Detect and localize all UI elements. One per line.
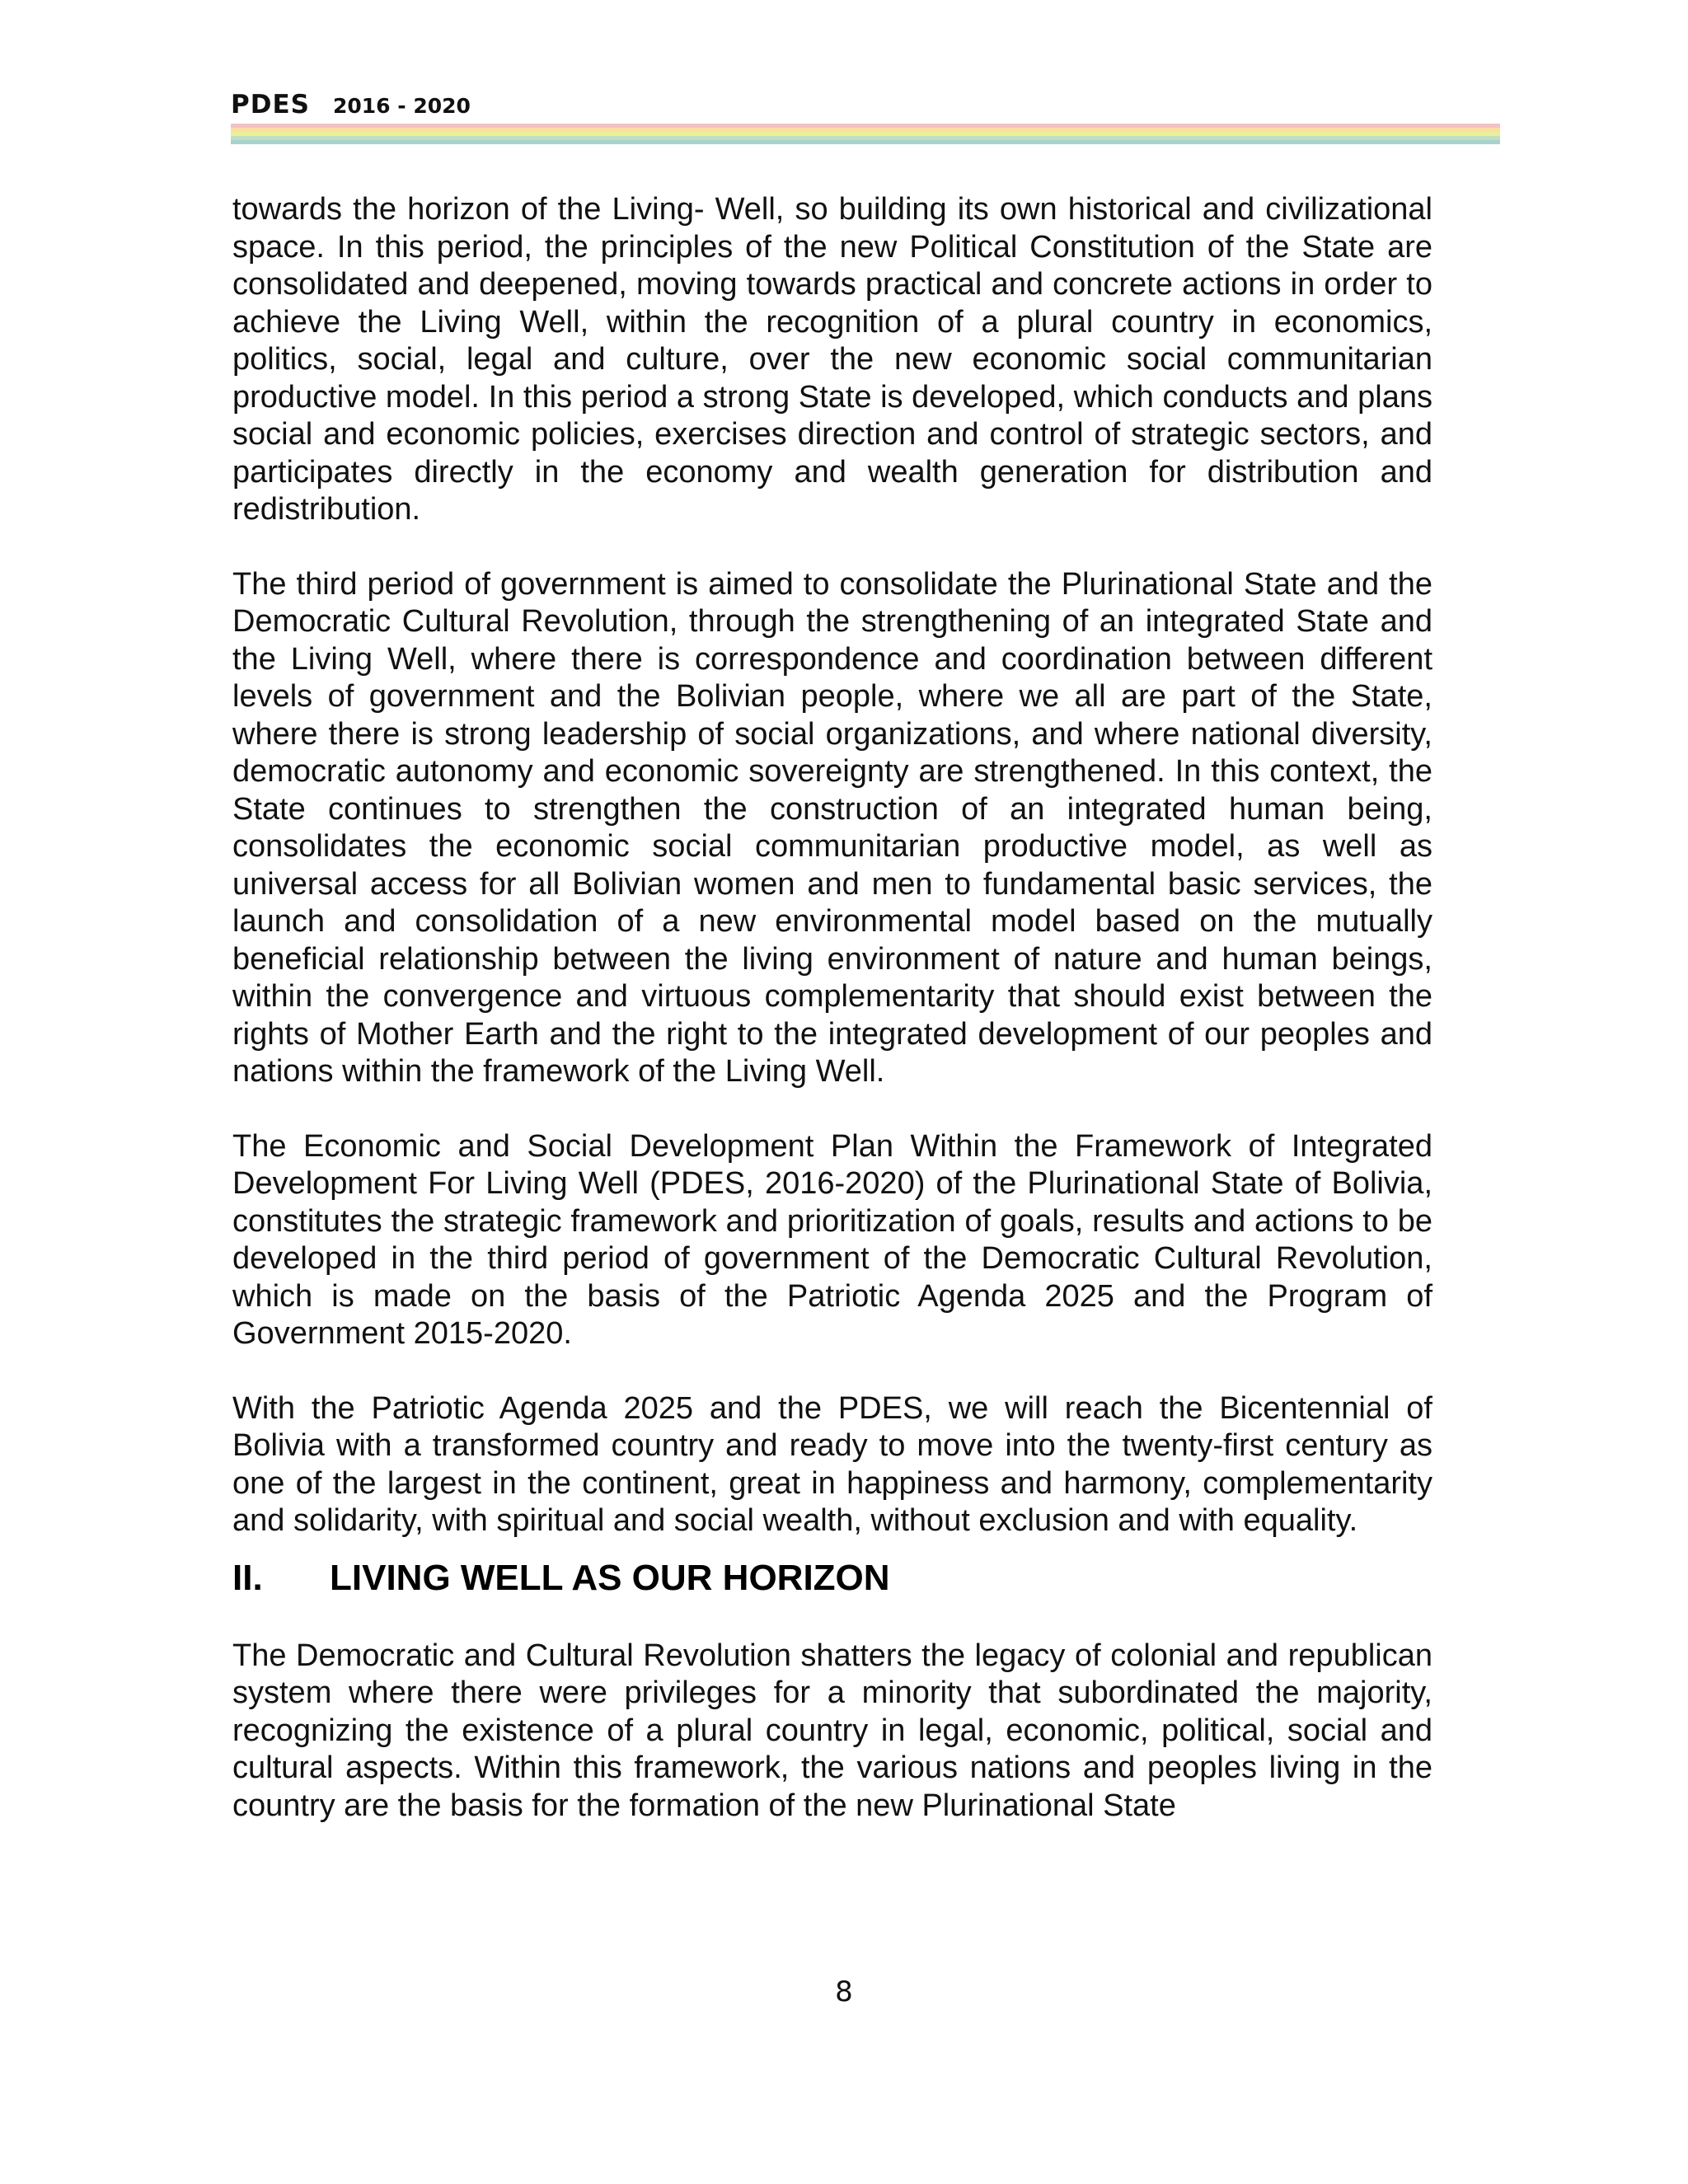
- body-paragraph-5: The Democratic and Cultural Revolution shatters the legacy of colonial and republican system where there were privileges for a minority that subordinated the majority, recognizing the existence of a plural country in legal, economic, political, social and cultural aspects. Within this framework, the various nations and peoples living in the country are the basis for the formation of the new Plurinational State: [232, 1638, 1432, 1823]
- body-paragraph-1: towards the horizon of the Living- Well, so building its own historical and civilizational space. In this period, the principles of the new Political Constitution of the State are consolidated and deepened, moving towards practical and concrete actions in order to achieve the Living Well, within the recognition of a plural country in economics, politics, social, legal and culture, over the new economic social communitarian productive model. In this period a strong State is developed, which conducts and plans social and economic policies, exercises direction and control of strategic sectors, and participates directly in the economy and wealth generation for distribution and redistribution.: [232, 192, 1432, 527]
- header-stripe-5: [231, 140, 1500, 144]
- page-number: 8: [835, 1975, 853, 2008]
- section-title: LIVING WELL AS OUR HORIZON: [330, 1557, 890, 1598]
- header-color-stripes: [231, 124, 1500, 144]
- running-header: [231, 92, 1500, 118]
- header-years: 2016 - 2020: [332, 94, 471, 118]
- section-heading: [232, 1557, 1432, 1600]
- page-body: [232, 191, 1432, 1825]
- section-number: II.: [232, 1557, 263, 1598]
- body-paragraph-2: The third period of government is aimed to consolidate the Plurinational State and the Democratic Cultural Revolution, through the strengthening of an integrated State and the Living Well, where there is correspondence and coordination between different levels of government and the Bolivian people, where we all are part of the State, where there is strong leadership of social organizations, and where national diversity, democratic autonomy and economic sovereignty are strengthened. In this context, the State continues to strengthen the construction of an integrated human being, consolidates the economic social communitarian productive model, as well as universal access for all Bolivian women and men to fundamental basic services, the launch and consolidation of a new environmental model based on the mutually beneficial relationship between the living environment of nature and human beings, within the convergence and virtuous complementarity that should exist between the rights of Mother Earth and the right to the integrated development of our peoples and nations within the framework of the Living Well.: [232, 566, 1432, 1089]
- header-title: PDES: [231, 90, 310, 120]
- body-paragraph-4: With the Patriotic Agenda 2025 and the PDES, we will reach the Bicentennial of Bolivia with a transformed country and ready to move into the twenty-first century as one of the largest in the continent, great in happiness and harmony, complementarity and solidarity, with spiritual and social wealth, without exclusion and with equality.: [232, 1390, 1432, 1538]
- body-paragraph-3: The Economic and Social Development Plan Within the Framework of Integrated Development For Living Well (PDES, 2016-2020) of the Plurinational State of Bolivia, constitutes the strategic framework and prioritization of goals, results and actions to be developed in the third period of government of the Democratic Cultural Revolution, which is made on the basis of the Patriotic Agenda 2025 and the Program of Government 2015-2020.: [232, 1128, 1432, 1351]
